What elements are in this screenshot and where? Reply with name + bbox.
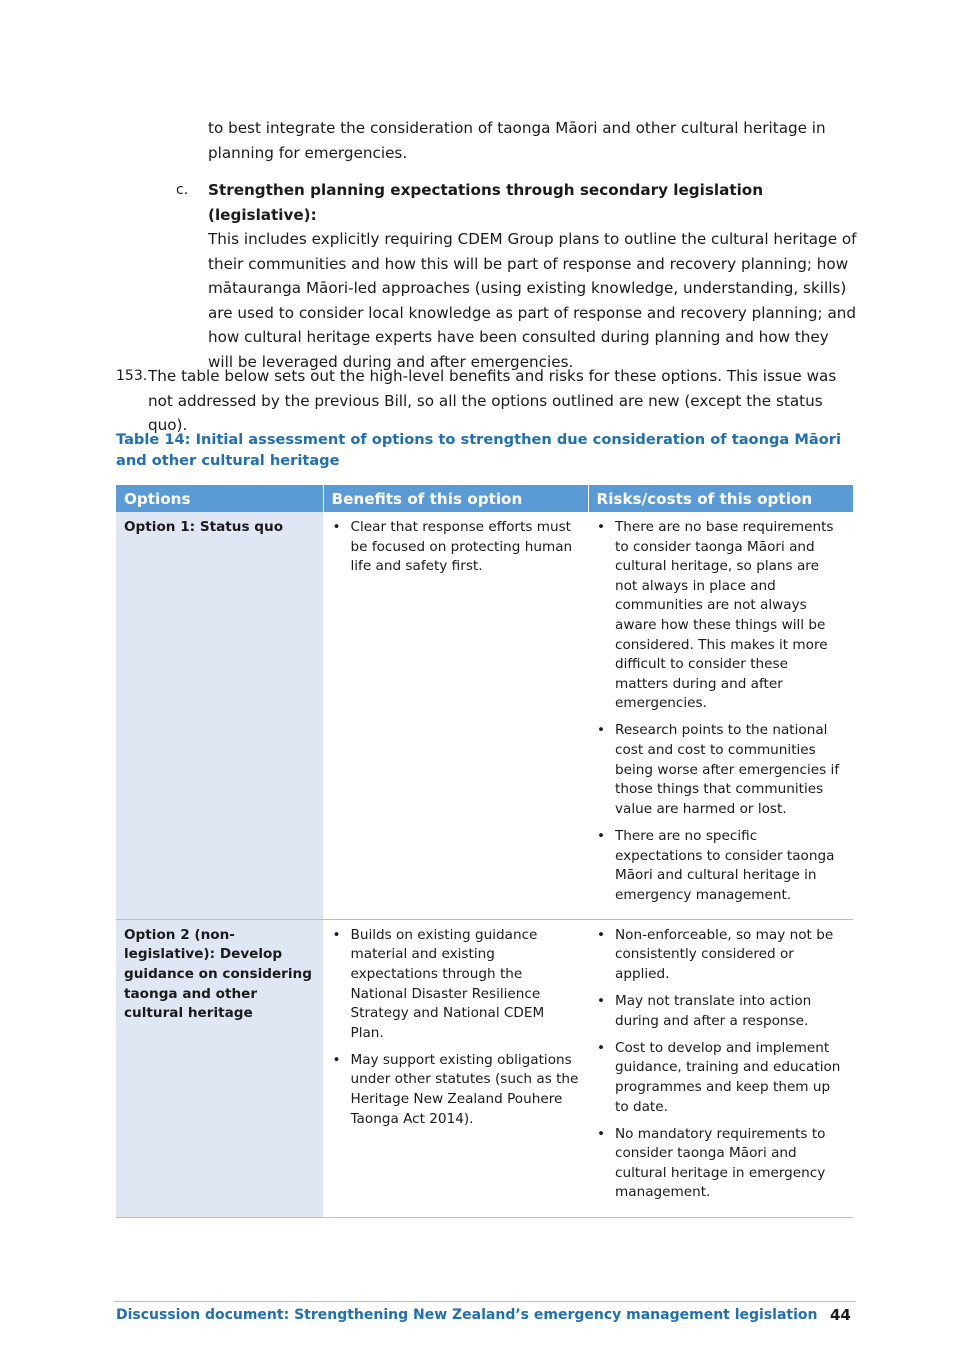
- table-row: [116, 919, 853, 1217]
- benefits-list: [332, 518, 581, 577]
- risks-cell: [588, 919, 853, 1217]
- paragraph-number: 153.: [116, 368, 148, 384]
- risks-list: [596, 518, 845, 905]
- continued-paragraph: to best integrate the consideration of taonga Māori and other cultural heritage in planning for emergencies.: [208, 119, 826, 162]
- benefits-cell: [323, 512, 588, 919]
- benefits-list: [332, 926, 581, 1129]
- table-row: [116, 512, 853, 919]
- header-benefits: Benefits of this option: [323, 485, 588, 512]
- bullet-item: • Clear that response efforts must be focused on protecting human life and safety first.: [332, 518, 581, 577]
- risks-list: [596, 926, 845, 1203]
- list-item-c: [176, 178, 866, 374]
- header-risks: Risks/costs of this option: [588, 485, 853, 512]
- list-item-text: This includes explicitly requiring CDEM Group plans to outline the cultural heritage of their communities and how this will be part of response and recovery planning; how mātauranga Māori-led approaches (using existing knowledge, understanding, skills) are used to consider local knowledge as part of response and recovery planning; and how cultural heritage experts have been consulted during planning and how they will be leveraged during and after emergencies.: [208, 230, 857, 371]
- benefits-cell: [323, 919, 588, 1217]
- bullet-item: • No mandatory requirements to consider taonga Māori and cultural heritage in emergency management.: [596, 1125, 845, 1203]
- bullet-item: • May not translate into action during and after a response.: [596, 992, 845, 1031]
- footer-title: Discussion document: Strengthening New Zealand’s emergency management legislation: [116, 1307, 818, 1323]
- bullet-item: • Cost to develop and implement guidance, training and education programmes and keep them up to date.: [596, 1039, 845, 1117]
- header-options: Options: [116, 485, 323, 512]
- risks-cell: [588, 512, 853, 919]
- list-item-body: [208, 178, 858, 374]
- footer-rule: [114, 1301, 856, 1302]
- bullet-item: • There are no base requirements to consider taonga Māori and cultural heritage, so plans are not always in place and communities are not always aware how these things will be considered. This makes it more difficult to consider these matters during and after emergencies.: [596, 518, 845, 714]
- bullet-item: • Research points to the national cost and cost to communities being worse after emergencies if those things that communities value are harmed or lost.: [596, 721, 845, 819]
- page-number: 44: [830, 1306, 851, 1324]
- bullet-item: • There are no specific expectations to consider taonga Māori and cultural heritage in emergency management.: [596, 827, 845, 905]
- table-caption: Table 14: Initial assessment of options to strengthen due consideration of taonga Māori and other cultural heritage: [116, 431, 841, 469]
- paragraph-text: The table below sets out the high-level benefits and risks for these options. This issue was not addressed by the previous Bill, so all the options outlined are new (except the status quo).: [148, 367, 837, 434]
- bullet-item: • May support existing obligations under other statutes (such as the Heritage New Zealand Pouhere Taonga Act 2014).: [332, 1051, 581, 1129]
- table-header-row: [116, 485, 853, 512]
- options-table: [116, 485, 854, 1218]
- paragraph-153: [116, 364, 866, 438]
- bullet-item: • Builds on existing guidance material and existing expectations through the National Disaster Resilience Strategy and National CDEM Plan.: [332, 926, 581, 1044]
- bullet-item: • Non-enforceable, so may not be consistently considered or applied.: [596, 926, 845, 985]
- list-marker: c.: [176, 182, 189, 198]
- option-cell: Option 2 (non-legislative): Develop guidance on considering taonga and other cultural heritage: [116, 919, 323, 1217]
- list-item-heading: Strengthen planning expectations through secondary legislation (legislative):: [208, 181, 764, 224]
- option-cell: Option 1: Status quo: [116, 512, 323, 919]
